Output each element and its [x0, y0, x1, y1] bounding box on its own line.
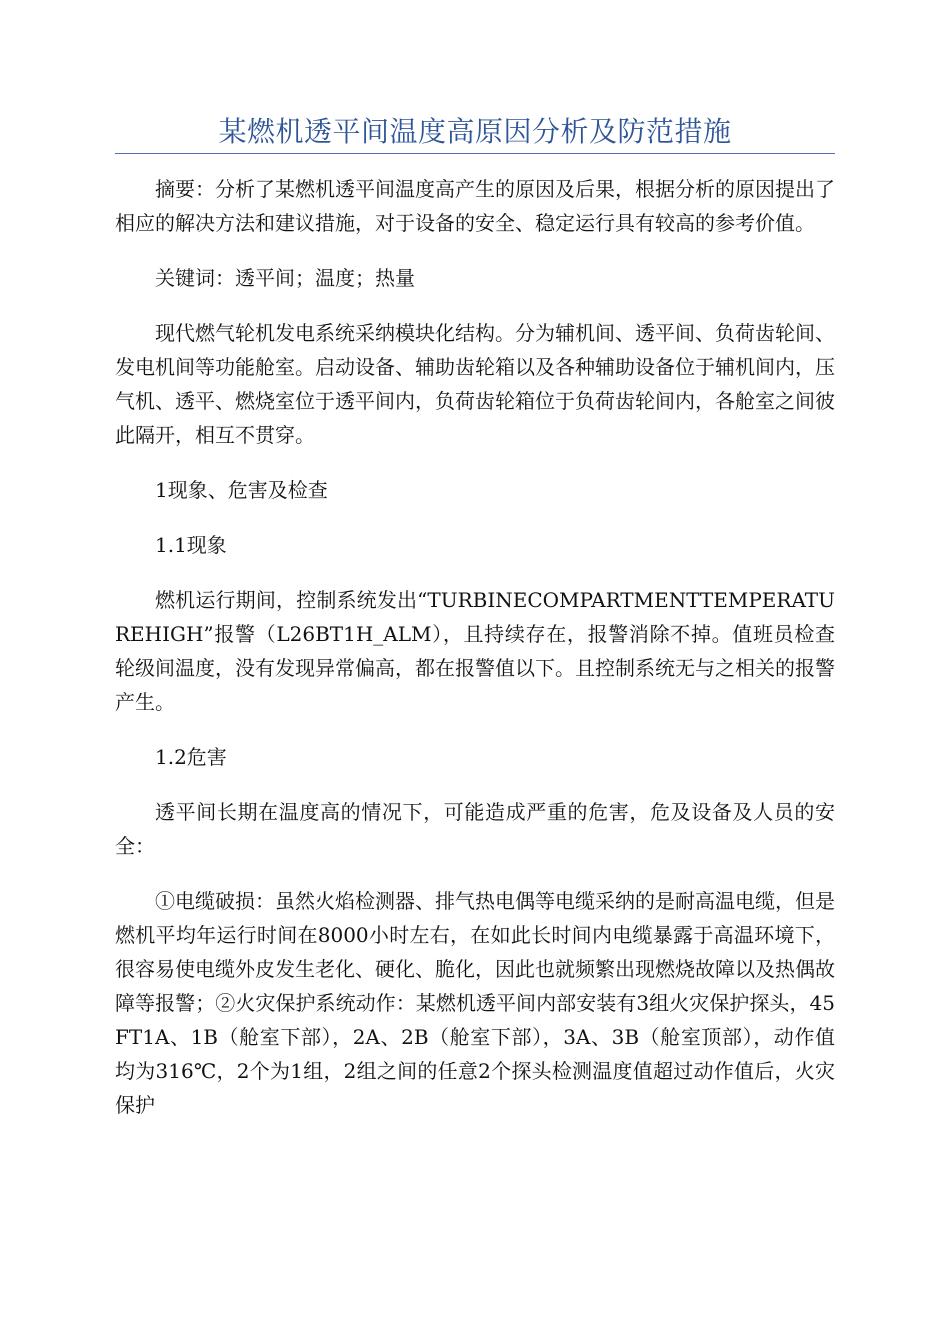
- document-title: 某燃机透平间温度高原因分析及防范措施: [218, 115, 732, 148]
- hazard-intro-paragraph: 透平间长期在温度高的情况下，可能造成严重的危害，危及设备及人员的安全：: [115, 800, 835, 858]
- hazard-detail-paragraph: ①电缆破损：虽然火焰检测器、排气热电偶等电缆采纳的是耐高温电缆，但是燃机平均年运行时间在8000小时左右，在如此长时间内电缆暴露于高温环境下，很容易使电缆外皮发生老化、硬化、脆化，因此也就频繁出现燃烧故障以及热偶故障等报警；②火灾保护系统动作：某燃机透平间内部安装有3组火灾保护探头，45FT1A、1B（舱室下部），2A、2B（舱室下部），3A、3B（舱室顶部），动作值均为316℃，2个为1组，2组之间的任意2个探头检测温度值超过动作值后，火灾保护: [115, 889, 835, 1117]
- subsection-heading-1-2: 1.2危害: [155, 745, 227, 769]
- document-body: [115, 172, 835, 1143]
- abstract-paragraph: 摘要：分析了某燃机透平间温度高产生的原因及后果，根据分析的原因提出了相应的解决方法和建议措施，对于设备的安全、稳定运行具有较高的参考价值。: [115, 177, 835, 235]
- keywords-paragraph: 关键词：透平间；温度；热量: [155, 266, 415, 290]
- intro-paragraph: 现代燃气轮机发电系统采纳模块化结构。分为辅机间、透平间、负荷齿轮间、发电机间等功能舱室。启动设备、辅助齿轮箱以及各种辅助设备位于辅机间内，压气机、透平、燃烧室位于透平间内，负荷齿轮箱位于负荷齿轮间内，各舱室之间彼此隔开，相互不贯穿。: [115, 321, 835, 447]
- subsection-heading-1-1: 1.1现象: [155, 533, 227, 557]
- title-underline: [115, 153, 835, 154]
- phenomenon-paragraph: 燃机运行期间，控制系统发出“TURBINECOMPARTMENTTEMPERATUREHIGH”报警（L26BT1H_ALM），且持续存在，报警消除不掉。值班员检查轮级间温度，没有发现异常偏高，都在报警值以下。且控制系统无与之相关的报警产生。: [115, 588, 835, 714]
- section-heading-1: 1现象、危害及检查: [155, 478, 328, 502]
